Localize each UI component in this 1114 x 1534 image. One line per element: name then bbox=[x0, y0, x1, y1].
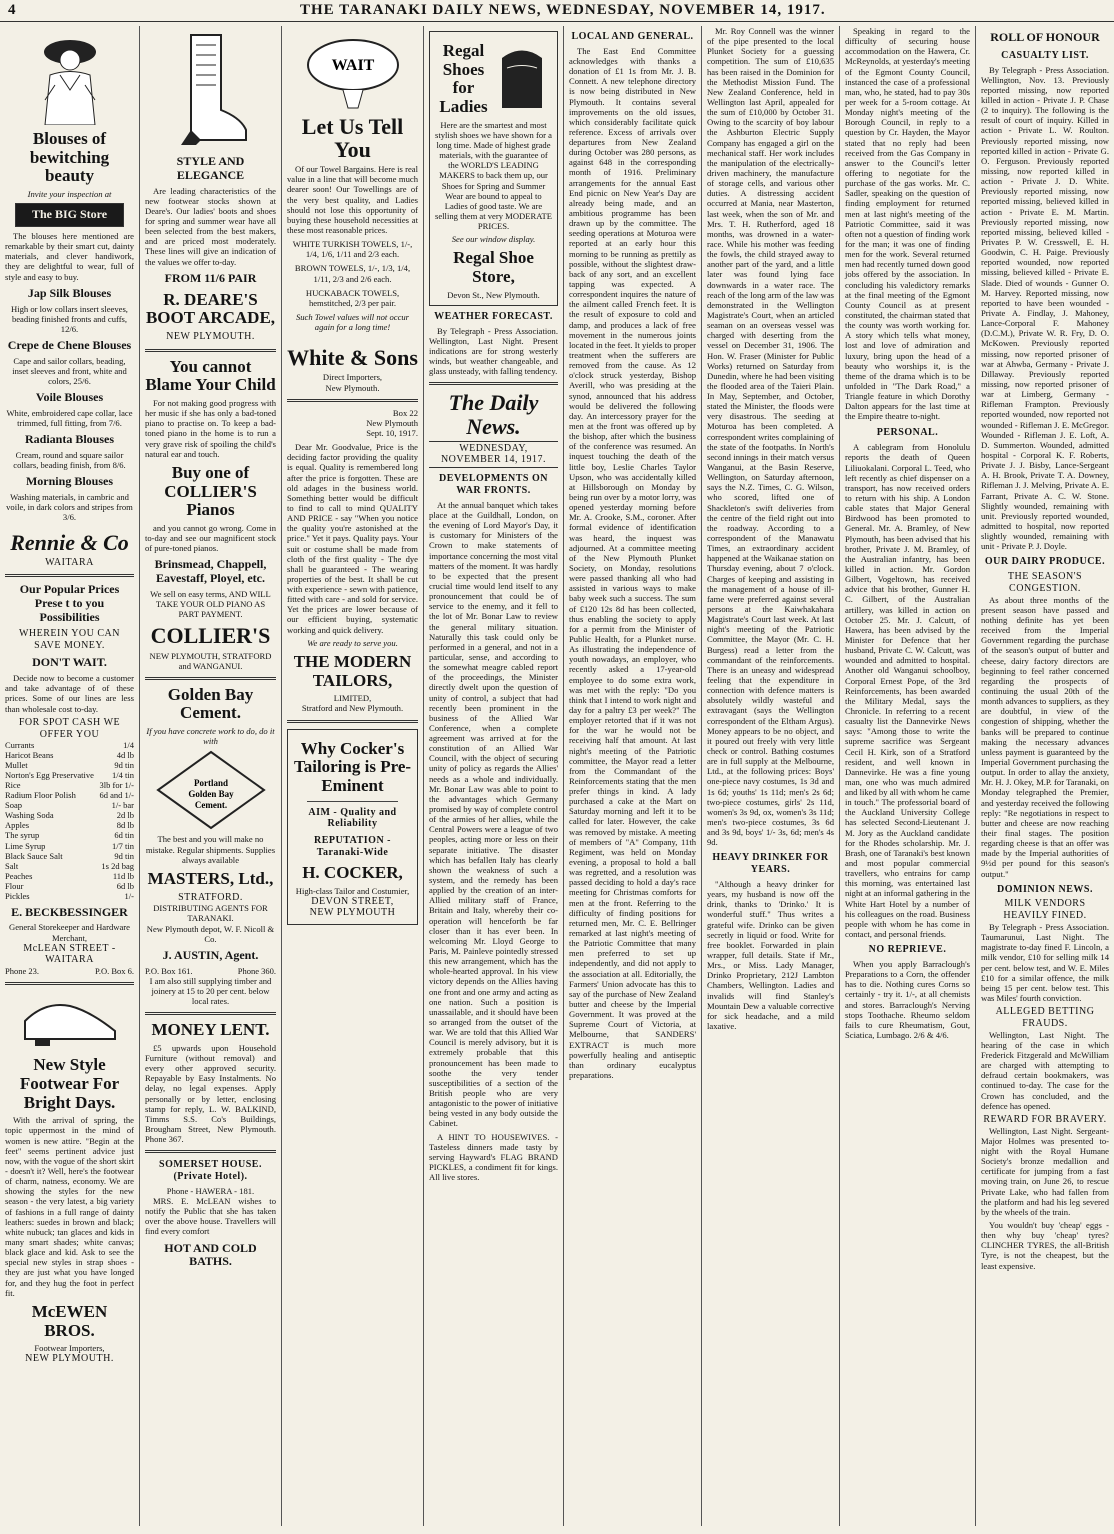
price-item-value: 4d lb bbox=[116, 750, 134, 761]
phone: Phone 360. bbox=[237, 965, 276, 976]
column-1 bbox=[0, 26, 140, 1526]
prices-sub: WHEREIN YOU CAN SAVE MONEY. bbox=[18, 627, 120, 651]
war-heading: DEVELOPMENTS ON WAR FRONTS. bbox=[439, 473, 548, 497]
cocker-rep: REPUTATION - Taranaki-Wide bbox=[313, 835, 392, 859]
roll-of-honour-heading: ROLL OF HONOUR bbox=[990, 30, 1100, 44]
betting-body: Wellington, Last Night. The hearing of the case in which Frederick Fitzgerald and McWilliam are charged with attempting to defraud certain bookmakers, was continued to-day. The case for the Crown has concluded, and the defence has opened. bbox=[981, 1029, 1109, 1111]
beck-trade: General Storekeeper and Hardware Merchant, bbox=[9, 922, 130, 943]
divider bbox=[287, 720, 418, 723]
price-item-name: Mullet bbox=[5, 760, 28, 771]
deare-name: R. DEARE'S BOOT ARCADE, bbox=[145, 289, 276, 328]
price-list-row bbox=[5, 891, 134, 901]
divider bbox=[145, 677, 276, 680]
blouse-item-name: Radianta Blouses bbox=[24, 432, 115, 447]
milk-heading: MILK VENDORS HEAVILY FINED. bbox=[1003, 898, 1087, 922]
price-item-value: 2d lb bbox=[116, 810, 134, 821]
blame-body: For not making good progress with her music if she has only a bad-toned piano to practise on. To keep a bad-toned piano in the home is to run a very grave risk of spoiling the child's natural ear and touch. bbox=[145, 398, 276, 459]
price-item-name: Pickles bbox=[5, 890, 30, 901]
cocker-street: DEVON STREET, bbox=[311, 895, 394, 907]
blouse-item-text: High or low collars insert sleeves, beading finished fronts and cuffs, 12/6. bbox=[11, 303, 128, 334]
svg-text:Portland: Portland bbox=[193, 778, 228, 789]
piano-makers: Brinsmead, Chappell, Eavestaff, Ployel, etc. bbox=[154, 557, 267, 586]
regal-title: Regal Shoes for Ladies bbox=[439, 41, 488, 117]
cocker-aim: AIM - Quality and Reliability bbox=[308, 806, 397, 830]
regal-store: Regal Shoe Store, bbox=[453, 248, 534, 287]
price-item-value: 1/7 tin bbox=[112, 840, 134, 851]
cocker-advert bbox=[287, 729, 418, 926]
colliers-towns: NEW PLYMOUTH, STRATFORD and WANGANUI. bbox=[149, 650, 272, 671]
price-item-name: Soap bbox=[5, 800, 22, 811]
personal-body: A cablegram from Honolulu reports the death of Queen Liliuokalani. Corporal L. Teed, who left recently as chief dispenser on a transport, has now received orders to return with his ship. A London cable states that Major General Birdwood has been promoted to General. Mr. A. Bramley, of New Plymouth, has been advised that his brother, Private J. M. Bramley, of the Australian infantry, has been killed in action. Mr. Gordon Gilbert, Vogeltown, has received advice that his brother, Gunner H. C. Gilbert, of the Australian artillery, was killed in action on October 25. Mr. J. Calcutt, of Hawera, has been advised by the Minister for Defence that her husband, Private C. W. Calcutt, was wounded and admitted to hospital. Another old Wanganui schoolboy, Corporal Ernest Pope, of the 3rd Reinforcements, has been awarded the Military Medal, says the Chronicle. In referring to a recent casualty list the Dannevirke News says: "Among those to write the supreme sacrifice was Sergeant Cecil H. Kirk, son of a Stratford resident, and well known in Dannevirke. He was a fine young man, one who was much admired and liked by all with whom he came in touch." The professorial board of the Auckland University College has selected Second-Lieutenant J. M. Jory as the Auckland candidate for the Rhodes scholarship. Mr. J. Brash, one of Taranaki's best known and most popular commercial travellers, who entrains for camp this morning, was entertained last night at an informal gathering in the White Hart Hotel by a number of his colleagues on the road. Business people with whom he has come in contact, and personal friends. bbox=[845, 442, 970, 940]
price-item-name: Washing Soda bbox=[5, 810, 54, 821]
betting-heading: ALLEGED BETTING FRAUDS. bbox=[995, 1006, 1095, 1029]
blouse-item-name: Jap Silk Blouses bbox=[27, 285, 112, 300]
svg-text:WAIT: WAIT bbox=[331, 57, 374, 74]
blouse-item-text: White, embroidered cape collar, lace trimmed, full fitting, from 7/6. bbox=[6, 407, 133, 429]
cocker-trade: High-class Tailor and Costumier, bbox=[295, 885, 410, 896]
somerset-tag: HOT AND COLD BATHS. bbox=[164, 1240, 257, 1269]
po-box: P.O. Box 161. bbox=[145, 965, 193, 976]
beck-contact bbox=[5, 966, 134, 976]
bravery-body: Wellington, Last Night. Sergeant-Major Holmes was presented to-night with the Royal Humane Society's bronze medallion and certificate for jumping from a fast moving train, on June 26, to rescue Private Lake, who had fallen from the platform and had his leg severed by the wheels of the train. bbox=[981, 1125, 1109, 1217]
dont-wait: DON'T WAIT. bbox=[32, 655, 107, 670]
beck-name: E. BECKBESSINGER bbox=[11, 904, 128, 919]
footwear-body: With the arrival of spring, the topic uppermost in the mind of women is new attire. "Begin at the feet" seems pertinent advice just now, with the vogue of the short skirt - doesn't it? Well, here's the footwear of charm, natness, economy. We are showing the styles for the new season - the very latest, a big variety of fashions in a full range of dainty leathers: suedes in brown and black; white nubuck; tan glaces and kids in many smart shades; white canvas; black glace and kid. Ask to see the special new styles in strap shoes - they are just what you have longed for, and they hug the foot in perfect fit. bbox=[5, 1115, 134, 1298]
blouse-item-name: Voile Blouses bbox=[35, 390, 104, 405]
price-item-value: 1/- bar bbox=[111, 800, 134, 811]
no-reprieve-heading: NO REPRIEVE. bbox=[868, 944, 947, 956]
boot-illustration bbox=[171, 30, 251, 150]
column-8 bbox=[976, 26, 1114, 1526]
war-body: At the annual banquet which takes place at the Guildhall, London, on the evening of Lord Mayor's Day, it is customary for Ministers of the Crown to make statements of importance concerning the most vital matters of the moment. It was hardly to be expected that the present crucial time would lend itself to any pronouncement that could be of service to the enemy, and it fell to the lot of Mr. Bonar Law to review the general military situation. Naturally this task could only be performed in a general, and not in a particular, sense, and according to the somewhat meagre cabled report of the proceedings, the Minister directly dwelt upon the question of unity of control, a subject that had recently been prominent in the business of the Allied War Conference, when a complete agreement was arrived at for the constitution of an Allied War Council, with the object of securing unity of policy as regards the Allies' needs as a whole and individually. Mr. Bonar Law was able to point to the advantages which Germany promised by way of complete control of the armies of her allies, while the Central Powers were a league of two peoples, acting more or less on their separate initiative. The disaster which has befallen Italy has clearly shown the weakness of such a system, and the remedy has been applied by the creation of an inter-Allied military staff of France, Britain and Italy, whereby their co-operation will henceforth be far closer than it has ever been. In welcoming Mr. Lloyd George to Paris, M. Painleve pointedly stressed this new arrangement, which has the whole-hearted approval. In his view victory depends on the Allies having one front and one army and acting as one nation. Such a position is unassailable, and it should have been so arranged from the outset of the war. We are told that this Allied War Council is merely advisory, but it is extremely probable that this pronouncement has been made to soothe the very tender susceptibilities of a section of the British people who are very antagonistic to the power of initiative being vested in any body outside the Cabinet. bbox=[429, 499, 558, 1129]
price-item-name: Flour bbox=[5, 880, 24, 891]
golden-tag: The best and you will make no mistake. Regular shipments. Supplies always available bbox=[145, 834, 276, 865]
somerset-title: SOMERSET HOUSE. (Private Hotel). bbox=[159, 1159, 262, 1183]
depot: New Plymouth depot, W. F. Nicoll & Co. bbox=[146, 923, 275, 944]
price-item-value: 8d lb bbox=[116, 820, 134, 831]
column-2 bbox=[140, 26, 282, 1526]
news-body: Mr. Roy Connell was the winner of the pipe presented to the local Plunket Society for a guessing competition. The sum of £10,635 has been raised in the Dominion for the Methodist Mission Fund. The New Zealand Conference, held in Wellington last April, appealed for the sum of £10,000 by October 31. Owing to the scarcity of boy labour the Ashburton Electric Supply Company has engaged a girl on the mechanical staff. Her work includes the manipulation of the electrically-driven machinery, the manufacture of storage cells, and various other duties. A distressing accident occurred at Mania, near Masterton, last week, when the son of Mr. and Mrs. T. H. Rutherford, aged 18 months, was drowned in a water-race. While his mother was feeding the fowls, the child strayed away to another part of the yard, and a little later was found lying face downwards in a water race. The reach of the long arm of the law was demonstrated in the Wellington Magistrate's Court, when an articled seaman on an overseas vessel was charged with deserting from the vessel on December 31, 1906. The Hon. W. Fraser (Minister for Public Works) returned on Saturday from Dunedin, where he had been visiting the flooded area of the Taieri Plain. In May, September, and October, stated the Minister, the floods were very disastrous. The seeding at Moturoa has been completed. A correspondent writes complaining of the state of the footpaths. In North's second innings in their match versus Wanganui, at the Basin Reserve, Wellington, on Saturday afternoon, says the N.Z. Times, C. G. Wilson, who scored, lifted one of Shackleton's swift deliveries from the centre of the field right out into the roadway. According to a correspondent of the Manawatu Times, an extraordinary accident happened at the Waikanae station on Thursday evening, about 7 o'clock. Charges of keeping and assisting in the management of a house of ill-fame were preferred against several persons at the Kaiwhakahara Magistrate's Court last week. At last night's meeting of the Patriotic Committee, the Mayor (Mr. C. H. Burgess) read a letter from the commandant of the reinforcements. There is an uneasy and widespread feeling that the expenditure in connection with defence matters is absolutely wildly wasteful and extravagant (says the Wellington correspondent of the Eltham Argus). Money appears to be no object, and it poured out freely with very little check or control. Bathing costumes are in full supply at the Melbourne, Ltd., at the following prices: Boys' one-piece navy costumes, 1s 3d and 1s 6d; youths' 1s 11d; men's 2s 6d; two-piece costumes, girls' 2s 11d, women's 3s 9d, ox, women's 3s 11d; men's two-piece costumes, 3s 6d and 3s 9d, boys' 1/- 3s, 6d; men's 4s 9d. bbox=[707, 26, 834, 848]
price-item-value: 9d tin bbox=[114, 760, 134, 771]
blouse-item-text: Washing materials, in cambric and voile, in dark colors and stripes from 3/6. bbox=[6, 492, 133, 523]
deare-town: NEW PLYMOUTH. bbox=[166, 330, 255, 342]
price-item-value: 1/4 tin bbox=[112, 770, 134, 781]
dominion-heading: DOMINION NEWS. bbox=[997, 883, 1093, 895]
austin-agent: J. AUSTIN, Agent. bbox=[162, 947, 259, 962]
letter-date: Sept. 10, 1917. bbox=[366, 427, 418, 438]
milk-body: By Telegraph - Press Association. Taumarunui, Last Night. The magistrate to-day fined F. Lincoln, a milk vendor, £10 for selling milk 14 per cent. below test, and W. E. Miles £10 for a similar offence, the milk being 15 per cent. below test. This was Miles' fourth conviction. bbox=[981, 922, 1109, 1004]
price-list-row bbox=[5, 820, 134, 830]
price-list-row bbox=[5, 861, 134, 871]
price-list-row bbox=[5, 881, 134, 891]
casualty-body: By Telegraph - Press Association. Wellington, Nov. 13. Previously reported missing, now reported killed in action - Private J. P. Chase (2 to inquiry). The following is the result of court of inquiry. Killed in action - Private L. W. Roulton. Previously reported missing, now reported killed in action - Private G. O. Ferguson. Previously reported missing, now reported killed in action - Private J. D. White. Previously reported missing, now reported missing, believed killed in action - Private E. M. Martin. Previously reported missing, now reported missing, believed killed - Privates P. W. Cresswell, E. H. Goodwin, C. H. Paige. Previously reported wounded, now reported missing, believed killed - Private E. Slade. Died of wounds - Gunner O. M. Harvey. Reported missing, now reported to have been wounded - Private A. Findlay, J. Mahoney, Lance-Corporal F. Mahoney (D.C.M.), Private W. R. Fry, D. O. McKowen. Previously reported missing, now reported prisoner of war at Ahwba, Germany - Private J. Dillaway. Previously reported missing, now reported prisoner of war at Limberg, Germany - Rifleman Frampton. Previously reported wounded, now reported not wounded - Rifleman J. E. McGregor. Wounded - Rifleman J. E. Loft, A. D. Summerton. Wounded, admitted hospital - Corporal K. F. Roberts, Private J. J. Bisby, Lance-Sergeant A. H. Brook, Private T. A. Downey, Rifleman J. J. Melving, Private A. E. Farrant, Private A. C. W. Stone. Slightly wounded, remaining with unit. Previously reported wounded, admitted to hospital, now reported slightly wounded, remaining with unit - Private P. J. Doyle. bbox=[981, 64, 1109, 552]
letter-box: Box 22 bbox=[392, 407, 418, 418]
white-sub: Direct Importers, bbox=[322, 372, 383, 383]
newspaper-masthead-title: THE TARANAKI DAILY NEWS, WEDNESDAY, NOVEMBER 14, 1917. bbox=[300, 2, 826, 18]
towel-price-line: HUCKABACK TOWELS, hemstitched, 2/3 per pair. bbox=[305, 287, 400, 308]
style-body: Are leading characteristics of the new footwear stocks shown at Deare's. Our ladies' boots and shoes for spring and summer wear have all been selected from the best makers, and are priced most moderately. These lines will give an indication of the values we offer to-day. bbox=[145, 185, 276, 267]
blouse-item bbox=[5, 475, 134, 522]
blouse-item bbox=[5, 391, 134, 428]
somerset-addr: Phone - HAWERA - 181. bbox=[166, 1185, 255, 1196]
ladies-shoe-illustration bbox=[492, 38, 552, 118]
towel-note: Such Towel values will not occur again for a long time! bbox=[295, 312, 410, 333]
somerset-body: MRS. E. McLEAN wishes to notify the Public that she has taken over the above house. Travellers will find every comfort bbox=[145, 1195, 276, 1237]
price-item-name: Apples bbox=[5, 820, 30, 831]
price-item-value: 6d and 1/- bbox=[99, 790, 134, 801]
regal-see: See our window display. bbox=[451, 234, 536, 245]
rennie-town: WAITARA bbox=[45, 556, 94, 568]
masters-name: MASTERS, Ltd., bbox=[147, 868, 274, 888]
white-sons-logo: White & Sons bbox=[287, 345, 418, 371]
letter-sign: We are ready to serve you. bbox=[307, 637, 398, 648]
blouse-item bbox=[5, 433, 134, 470]
bravery-heading: REWARD FOR BRAVERY. bbox=[983, 1113, 1107, 1125]
divider bbox=[145, 1012, 276, 1015]
hand-wait-sign-illustration bbox=[298, 30, 408, 110]
dairy-heading: OUR DAIRY PRODUCE. bbox=[984, 556, 1106, 568]
divider bbox=[429, 382, 558, 385]
price-item-value: 9d tin bbox=[114, 850, 134, 861]
money-title: MONEY LENT. bbox=[151, 1020, 270, 1040]
money-body: £5 upwards upon Household Furniture (without removal) and every other approved security. Repayable by Easy Instalments. No delay, no legal expenses. Apply personally or by letter, enclosing stamp for reply, L. W. BALKIND, Timms S.S. Co's Buildings, Brougham Street, New Plymouth. Phone 367. bbox=[145, 1042, 276, 1145]
forecast-body: By Telegraph - Press Association. Wellington, Last Night. Present indications are for strong westerly winds, but weather changeable, and glass unsteady, with falling tendency. bbox=[429, 325, 558, 377]
price-list-row bbox=[5, 800, 134, 810]
cocker-title: Why Cocker's Tailoring is Pre-Eminent bbox=[293, 738, 412, 795]
cement-diamond-logo bbox=[156, 750, 266, 830]
price-item-name: The syrup bbox=[5, 830, 40, 841]
dairy-sub: THE SEASON'S CONGESTION. bbox=[1007, 571, 1083, 594]
price-item-name: Peaches bbox=[5, 870, 33, 881]
blouse-item-name: Morning Blouses bbox=[25, 474, 113, 489]
divider bbox=[5, 982, 134, 985]
price-item-name: Haricot Beans bbox=[5, 750, 54, 761]
masters-town: STRATFORD. bbox=[178, 891, 243, 903]
blouses-title: Blouses of bewitching beauty bbox=[29, 129, 110, 186]
price-list-row bbox=[5, 841, 134, 851]
drinker-heading: HEAVY DRINKER FOR YEARS. bbox=[712, 852, 829, 876]
regal-addr: Devon St., New Plymouth. bbox=[447, 289, 540, 300]
svg-text:Cement.: Cement. bbox=[194, 800, 227, 811]
price-item-value: 1/- bbox=[124, 890, 134, 901]
price-item-name: Black Sauce Salt bbox=[5, 850, 63, 861]
regal-advert bbox=[429, 31, 558, 306]
style-title: STYLE AND ELEGANCE bbox=[176, 154, 245, 182]
divider bbox=[5, 574, 134, 577]
blouses-invite: Invite your inspection at bbox=[27, 189, 112, 200]
paper-nameplate: The Daily News. bbox=[448, 390, 539, 439]
price-item-value: 6d lb bbox=[116, 880, 134, 891]
price-list-row bbox=[5, 810, 134, 820]
housewife-hint: A HINT TO HOUSEWIVES. - Tasteless dinners made tasty by serving Hayward's FLAG BRAND PICKLES, a condiment fit for kings. All live stores. bbox=[429, 1131, 558, 1183]
blouse-item bbox=[5, 339, 134, 386]
price-list-row bbox=[5, 790, 134, 800]
personal-heading: PERSONAL. bbox=[876, 427, 939, 439]
prices-title: Our Popular Prices Prese t to you Possibilities bbox=[19, 582, 120, 624]
rennie-logo: Rennie & Co bbox=[10, 529, 129, 555]
price-list-row bbox=[5, 780, 134, 790]
column-7 bbox=[840, 26, 976, 1526]
mcewen-sub: Footwear Importers, bbox=[34, 1343, 105, 1354]
price-item-name: Rice bbox=[5, 780, 21, 791]
tyres-body: You wouldn't buy 'cheap' eggs - then why buy 'cheap' tyres? CLINCHER TYRES, the all-British Tyre, is not the cheapest, but the least expensive. bbox=[981, 1219, 1109, 1271]
joinery: I am also still supplying timber and joinery at 15 to 20 per cent. below local rates. bbox=[149, 975, 272, 1006]
towel-price-line: WHITE TURKISH TOWELS, 1/-, 1/4, 1/6, 1/11 and 2/3 each. bbox=[292, 239, 413, 260]
blame-title: You cannot Blame Your Child bbox=[145, 356, 276, 395]
beck-box: P.O. Box 6. bbox=[95, 966, 134, 977]
beck-street: McLEAN STREET - WAITARA bbox=[23, 942, 116, 966]
let-us-title: Let Us Tell You bbox=[301, 114, 404, 163]
price-list-row bbox=[5, 770, 134, 780]
price-item-name: Currants bbox=[5, 740, 35, 751]
austin-contact bbox=[145, 966, 276, 976]
column-5 bbox=[564, 26, 702, 1526]
from-price: FROM 11/6 PAIR bbox=[164, 270, 257, 285]
shoe-illustration bbox=[15, 991, 125, 1051]
modern-town: Stratford and New Plymouth. bbox=[301, 703, 404, 714]
regal-body: Here are the smartest and most stylish shoes we have shown for a long time. Made of highest grade materials, with the guarantee of the WORLD'S LEADING MAKERS to back them up, our Shoes for Spring and Summer Wear are bound to appeal to Ladies of good taste. We are selling them at very MODERATE PRICES. bbox=[435, 119, 552, 232]
price-list-row bbox=[5, 830, 134, 840]
regal-header bbox=[435, 37, 552, 120]
price-list bbox=[5, 740, 134, 900]
divider bbox=[145, 1150, 276, 1153]
local-heading: LOCAL AND GENERAL. bbox=[571, 31, 694, 42]
golden-title: Golden Bay Cement. bbox=[167, 684, 254, 723]
column-3 bbox=[282, 26, 424, 1526]
svg-text:Golden Bay: Golden Bay bbox=[187, 789, 234, 800]
casualty-heading: CASUALTY LIST. bbox=[1001, 49, 1089, 61]
spot-cash: FOR SPOT CASH WE OFFER YOU bbox=[18, 716, 121, 740]
blouse-item-text: Cape and sailor collars, beading, inset sleeves and front, white and colors, 25/6. bbox=[12, 355, 127, 386]
modern-sub: LIMITED, bbox=[333, 693, 372, 704]
column-4 bbox=[424, 26, 564, 1526]
price-item-name: Radium Floor Polish bbox=[5, 790, 76, 801]
letter-body: Dear Mr. Goodvalue, Price is the deciding factor providing the quality is equal. Quality is remembered long after the price is forgotten. These are old adages in the business world. Something better would be difficult to find to call to mind QUALITY AND PRICE - say "When you notice the quality you're astonished at the price." Yet it pays. Quality pays. Your suit or costume shall be made from cloth of the first quality - The dye shall be guaranteed - The wearing properties of the best. It shall be cut with experience - sewn with patience, fitted with care - and sold for service. Yet the prices are lower because of our efficient buying, systematic working and quick delivery. bbox=[287, 442, 418, 635]
golden-body: If you have concrete work to do, do it with bbox=[146, 726, 275, 747]
cocker-name: H. COCKER, bbox=[302, 862, 403, 882]
blouse-item bbox=[5, 287, 134, 334]
date-line: WEDNESDAY, NOVEMBER 14, 1917. bbox=[429, 441, 558, 469]
price-item-value: 6d tin bbox=[114, 830, 134, 841]
divider bbox=[145, 349, 276, 352]
blouse-item-name: Crepe de Chene Blouses bbox=[7, 337, 132, 352]
footwear-title: New Style Footwear For Bright Days. bbox=[19, 1055, 120, 1112]
white-town: New Plymouth. bbox=[325, 382, 380, 393]
prices-intro: Decide now to become a customer and take advantage of of these prices. Some of our lines are less than wholesale cost to-day. bbox=[5, 673, 134, 714]
no-reprieve-body: When you apply Barraclough's Preparations to a Corn, the offender has to die. Nothing cures Corns so certainly - try it. 1/-, at all chemists and stores. Barraclough's Nerving stops Toothache. Rheumo seldom fails to cure Rheumatism, Gout, Sciatica, Lumbago. 2/6 & 4/6. bbox=[845, 958, 970, 1040]
price-item-value: 1s 2d bag bbox=[101, 860, 134, 871]
dairy-body: As about three months of the present season have passed and nothing definite has yet been received from the Imperial Government regarding the purchase of the season's output of butter and cheese, dairy factory directors are beginning to feel rather concerned regarding the prospects of continuing the usual 20th of the month advances to suppliers, as they are doubtful, in view of the congestion of shipping, whether the banks will be prepared to continue making the necessary advances unless payment is guaranteed by the Imperial Government purchasing the output. In order to allay the anxiety, Mr. H. J. Okey, M.P. for Taranaki, on Monday telegraphed the Premier, and yesterday received the following reply: "Re negotiations in respect to butter and cheese are now reaching their final stages. The position regarding cheese is that an offer was made by the Imperial authorities of 9½d per pound for this season's output." bbox=[981, 594, 1109, 879]
beck-phone: Phone 23. bbox=[5, 966, 39, 977]
colliers-title: Buy one of COLLIER'S Pianos bbox=[164, 462, 257, 520]
masthead bbox=[0, 0, 1114, 22]
woman-in-blouse-illustration bbox=[25, 30, 115, 125]
blouses-intro: The blouses here mentioned are remarkable by their smart cut, dainty materials, and clever handiwork, they are delightful to wear, full of style and easy to buy. bbox=[5, 231, 134, 282]
mcewen-town: NEW PLYMOUTH. bbox=[25, 1353, 114, 1365]
drinker-body: "Although a heavy drinker for years, my husband is now off the drink, thanks to 'Drinko.' It is wonderful stuff." Thus writes a grateful wife. Drinko can be given secretly in liquid or food. Write for free booklet. Forwarded in plain wrapper, full details. State if Mr., Mrs., or Miss. Lady Manager, Drinko Proprietary, 212J Lambton Chambers, Wellington. Ladies and invalids will find Stanley's Mountain Dew a valuable corrective for sick headache, and a mild laxative. bbox=[707, 878, 834, 1031]
forecast-heading: WEATHER FORECAST. bbox=[434, 310, 553, 322]
page-number: 4 bbox=[8, 2, 17, 18]
blouse-item-text: Cream, round and square sailor collars, beading finish, from 8/6. bbox=[13, 450, 126, 471]
mcewen-name: McEWEN BROS. bbox=[31, 1301, 108, 1340]
column-6 bbox=[702, 26, 840, 1526]
price-item-name: Lime Syrup bbox=[5, 840, 46, 851]
colliers-body: and you cannot go wrong. Come in to-day and see our magnificent stock of pure-toned pianos. bbox=[145, 522, 276, 554]
local-body: The East End Committee acknowledges with thanks a donation of £1 1s from Mr. J. B. Connett. A new telephone directory is now being distributed in New Plymouth. It contains several improvements on the old issues, which considerably facilitate quick reference. Excess of arrivals over departures from New Zealand during October was 280 persons, as against 648 in the corresponding month of 1916. Preliminary arrangements for the annual East End picnic on New Year's Day are already being made, and an ambitious programme has been drawn up by the committee. The seeding operations at Moturoa were reported at an early hour this morning to be running as prettily as possible, without the slightest draw-back of any sort, and an excellent tapping was expected. A correspondent inquires the nature of the ailment called French feet. It is the result of exposure to cold and damp, and produces a lack of free movement in the numerous joints located in the feet. It yields to proper treatment when the sufferers are removed from the cause. As 12 o'clock struck yesterday, Bishop Averill, who was presiding at the synod, announced that his address would be delivered the following day. An intercessory prayer for the men at the front was offered up by the bishop, after which the business of the conference was resumed. An inquest touching the death of the little boy, Leslie Charles Taylor Upson, who was accidentally killed at Hillsborough on Monday by being run over by a motor lorry, was opened yesterday morning before Mr. A. Crooke, S.M., coroner. After formal evidence of identification was heard, the inquest was adjourned. At a committee meeting of the New Plymouth Plunket Society, on Monday, resolutions were passed thanking all who had assisted in various ways to make baby week such a success. The sum of £120 12s 8d has been collected, thus enabling the society to apply for a permit from the Minister of Public Health, for a Plunket nurse. As illustrating the independence of youth nowadays, an employer, who recently asked a 17-year-old employee to do some extra work, was met with the reply: "Do you think that I intend to work night and day for a paltry £3 per week?" The employer retorted that if it was not for the war he would not be receiving half that amount. At last night's meeting of the Patriotic committee, the Mayor read a letter from the Commandant of the Reinforcements stating that the men prefer things in kind. A lady purchased a cake at the Mart on Saturday morning and left it to be called for later. However, the cake was removed by mistake. A meeting of members of "A" Company, 11th Regiment, was held on Monday evening, a proposal to hold a ball was regretted, and a resolution was passed deciding to hold a day's race meeting for Christmas comforts for men at the front. Referring to the difficulty of finding positions for returned men, Mr. C. E. Bellringer remarked at last night's meeting of the Patriotic Committee that many men preferred to set up independently, and did not apply to the association at all. Editorially, the Farmers' Union advocate has this to say of the purchase of New Zealand butter and cheese by the Imperial Government. It was proved at the Supreme Court of Victoria, at Melbourne, that SANDERS' EXTRACT is much more powerfully healing and antiseptic than ordinary eucalyptus preparations. bbox=[569, 45, 696, 1080]
masters-agents: DISTRIBUTING AGENTS FOR TARANAKI. bbox=[153, 903, 268, 924]
price-list-row bbox=[5, 871, 134, 881]
price-list-row bbox=[5, 740, 134, 750]
price-item-value: 11d lb bbox=[112, 870, 134, 881]
price-item-value: 1/4 bbox=[123, 740, 134, 751]
divider bbox=[287, 399, 418, 402]
price-item-name: Salt bbox=[5, 860, 19, 871]
price-list-row bbox=[5, 760, 134, 770]
modern-tailors-title: THE MODERN TAILORS, bbox=[293, 651, 412, 690]
letter-town: New Plymouth bbox=[366, 417, 418, 428]
towel-price-line: BROWN TOWELS, 1/-, 1/3, 1/4, 1/11, 2/3 and 2/6 each. bbox=[294, 263, 411, 284]
price-item-value: 3lb for 1/- bbox=[99, 780, 134, 791]
council-body: Speaking in regard to the difficulty of securing house accommodation on the Hawera, Cr. McReynolds, at yesterday's meeting of the Egmont County Council, instanced the case of a professional man, who, he stated, had to pay 30s per week for a 5-room cottage. At Monday night's meeting of the Borough Council, in reply to a question by Cr. Hayden, the Mayor stated that no reply had been received from the Gas Company in answer to the Council's letter offering to negotiate for the purchase of the gas works. Mr. C. Sadler, speaking on the question of finding employment for returned men at last night's meeting of the Patriotic Committee, said it was often not a question of finding work for the man; it was one of finding men for the work. Several returned men had recently turned down good jobs offered by the association. In concluding his valedictory remarks at the final meeting of the Egmont County Council as at present constituted, the chairman stated that the county was worth working for. A story which tells what money, lost and love of admiration and luxury, bring upon the head of a beauty who worships it, is the theme of the drama which is to be unfolded in "The Dark Road," a Triangle feature in which Dorothy Dalton appears for the last time at the Empire theatre to-night. bbox=[845, 26, 970, 422]
towel-intro: Of our Towel Bargains. Here is real value in a line that will become much dearer soon! Our Towellings are of the very best quality, and Ladies should not lose this opportunity of buying these household necessities at these most reasonable prices. bbox=[287, 164, 418, 236]
cocker-town: NEW PLYMOUTH bbox=[309, 907, 396, 919]
divider bbox=[307, 801, 398, 802]
price-item-name: Norton's Egg Preservative bbox=[5, 770, 94, 781]
price-list-row bbox=[5, 750, 134, 760]
big-store-logo: The BIG Store bbox=[15, 203, 124, 227]
colliers-name: COLLIER'S bbox=[150, 623, 271, 649]
colliers-offer: We sell on easy terms, AND WILL TAKE YOUR OLD PIANO AS PART PAYMENT. bbox=[150, 588, 271, 620]
price-list-row bbox=[5, 851, 134, 861]
